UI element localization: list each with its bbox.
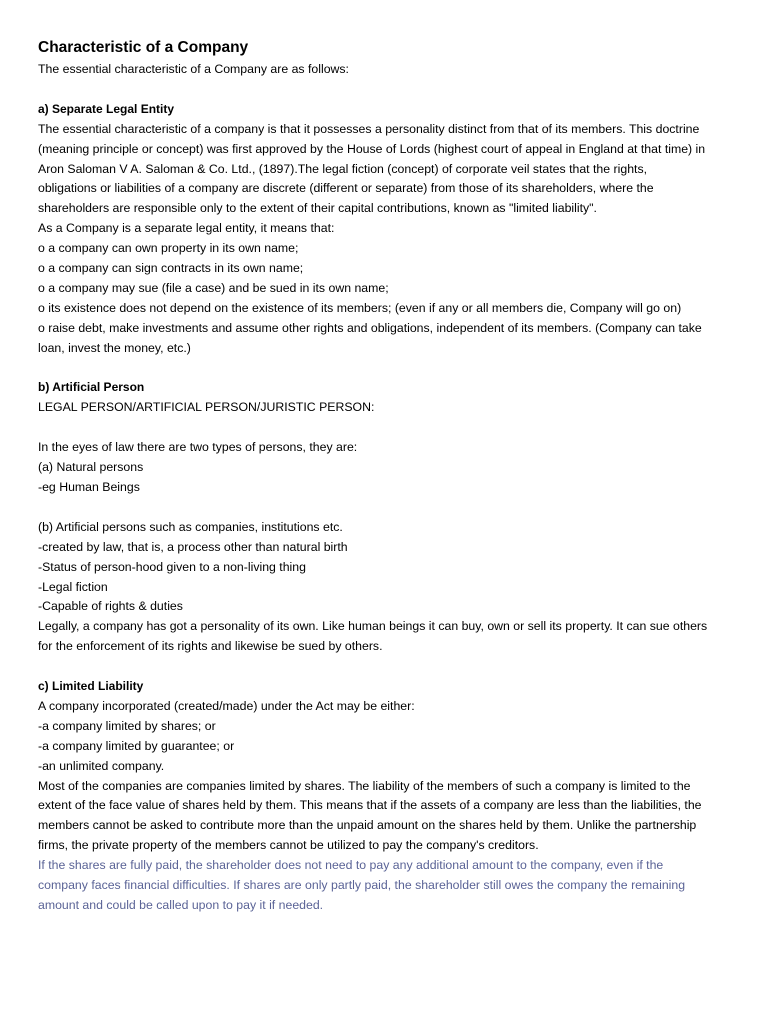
paragraph-line: LEGAL PERSON/ARTIFICIAL PERSON/JURISTIC PERSON: [38,400,375,415]
spacer [38,359,738,379]
paragraph-line: (b) Artificial persons such as companies, institutions etc. [38,519,343,534]
document-page [38,36,738,916]
paragraph-line: for the enforcement of its rights and likewise be sued by others. [38,639,383,654]
list-item: loan, invest the money, etc.) [38,340,191,355]
section-artificial-person [38,378,738,657]
section-limited-liability [38,677,738,916]
list-item: -a company limited by shares; or [38,718,216,733]
section-heading: c) Limited Liability [38,679,144,694]
paragraph-line: Most of the companies are companies limited by shares. The liability of the members of such a company is limited to the [38,778,691,793]
spacer [38,418,738,438]
paragraph-line: members cannot be asked to contribute more than the unpaid amount on the shares held by them. Unlike the partnership [38,818,697,833]
paragraph-line: (meaning principle or concept) was first approved by the House of Lords (highest court of appeal in England at that time) in [38,141,706,156]
paragraph-line: As a Company is a separate legal entity, it means that: [38,221,335,236]
list-item: -a company limited by guarantee; or [38,738,235,753]
paragraph-line: In the eyes of law there are two types of persons, they are: [38,440,358,455]
highlighted-line: amount and could be called upon to pay it if needed. [38,897,324,912]
spacer [38,80,738,100]
list-item: (a) Natural persons [38,460,144,475]
section-heading: b) Artificial Person [38,380,145,395]
spacer [38,498,738,518]
paragraph-line: extent of the face value of shares held by them. This means that if the assets of a company are less than the liabilities, the [38,798,702,813]
intro-text: The essential characteristic of a Company are as follows: [38,62,349,76]
spacer [38,657,738,677]
section-separate-legal-entity [38,100,738,359]
highlighted-line: company faces financial difficulties. If shares are only partly paid, the shareholder still owes the company the remaining [38,878,686,893]
list-item: -Status of person-hood given to a non-living thing [38,559,306,574]
page-title: Characteristic of a Company [38,39,249,56]
paragraph-line: Aron Saloman V A. Saloman & Co. Ltd., (1897).The legal fiction (concept) of corporate veil states that the rights, [38,161,648,176]
list-item: o its existence does not depend on the existence of its members; (even if any or all members die, Company will go on) [38,300,682,315]
paragraph-line: Legally, a company has got a personality of its own. Like human beings it can buy, own or sell its property. It can sue others [38,619,708,634]
list-item: -Legal fiction [38,579,108,594]
list-item: o raise debt, make investments and assume other rights and obligations, independent of its members. (Company can take [38,320,702,335]
list-item: o a company can own property in its own name; [38,241,299,256]
paragraph-line: firms, the private property of the members cannot be utilized to pay the company's creditors. [38,838,539,853]
paragraph-line: A company incorporated (created/made) under the Act may be either: [38,698,415,713]
list-item: -Capable of rights & duties [38,599,183,614]
paragraph-line: shareholders are responsible only to the extent of their capital contributions, known as "limited liability". [38,201,597,216]
list-item: -created by law, that is, a process other than natural birth [38,539,348,554]
list-item: -eg Human Beings [38,479,140,494]
paragraph-line: obligations or liabilities of a company are discrete (different or separate) from those of its shareholders, where the [38,181,654,196]
list-item: o a company can sign contracts in its own name; [38,261,304,276]
list-item: o a company may sue (file a case) and be sued in its own name; [38,280,389,295]
list-item: -an unlimited company. [38,758,165,773]
highlighted-line: If the shares are fully paid, the shareholder does not need to pay any additional amount to the company, even if the [38,858,664,873]
section-heading: a) Separate Legal Entity [38,101,175,116]
paragraph-line: The essential characteristic of a company is that it possesses a personality distinct from that of its members. This doctrine [38,121,700,136]
